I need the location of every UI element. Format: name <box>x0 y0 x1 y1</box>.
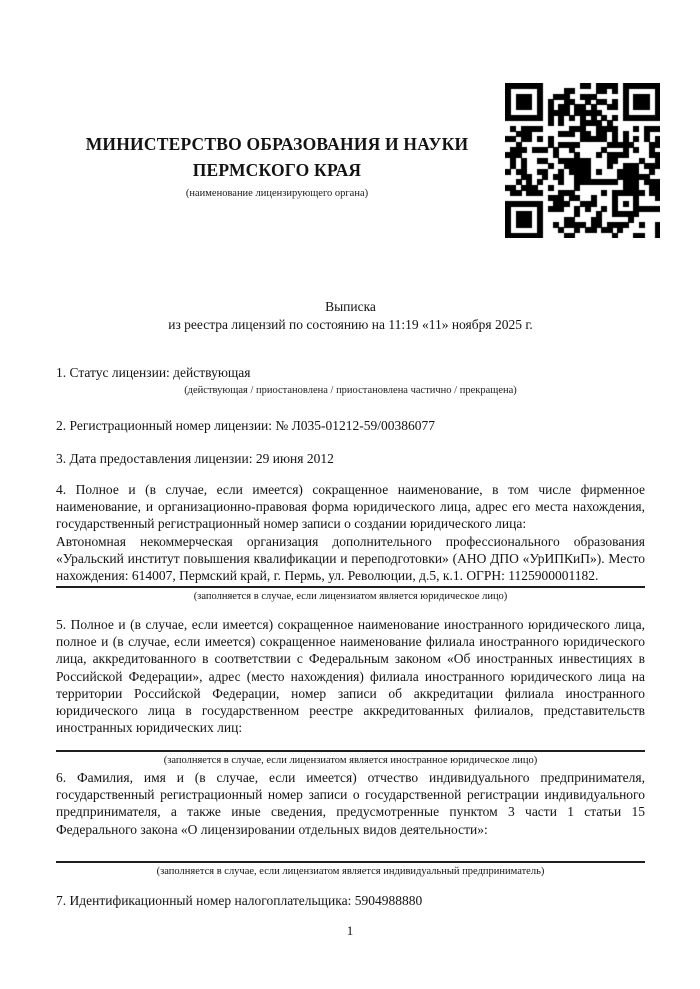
field-foreign-entity-text: 5. Полное и (в случае, если имеется) сокращенное наименование иностранного юридического лица, полное и (в случае, если имеется) сокращенное наименование филиала иностранного юридического лица, аккредитованного в соответствии с Федеральным законом «Об иностранных инвестициях в Российской Федерации», адрес (место нахождения) филиала иностранного юридического лица на территории Российской Федерации, номер записи об аккредитации филиала иностранного юридического лица в государственном реестре аккредитованных филиалов, представительств иностранных юридических лиц: <box>56 617 645 736</box>
qr-code <box>505 83 660 238</box>
field-taxpayer-id-text: 7. Идентификационный номер налогоплательщика: 5904988880 <box>56 893 423 908</box>
page-number: 1 <box>346 923 354 938</box>
blank-fill-area <box>56 838 645 859</box>
blank-fill-area <box>56 736 645 748</box>
field-legal-entity-value: Автономная некоммерческая организация дополнительного профессионального образования «Уральский институт повышения квалификации и переподготовки» (АНО ДПО «УрИПКиП»). Место нахождения: 614007, Пермский край, г. Пермь, ул. Революции, д.5, к.1. ОГРН: 1125900001182. <box>56 533 645 584</box>
document-title <box>56 298 645 334</box>
document-title-line2: из реестра лицензий по состоянию на 11:19 «11» ноября 2025 г. <box>168 317 533 332</box>
field-legal-entity <box>56 481 645 604</box>
ministry-name-line2: ПЕРМСКОГО КРАЯ <box>192 160 362 180</box>
field-individual-entrepreneur-rule-caption: (заполняется в случае, если лицензиатом является индивидуальный предприниматель) <box>156 865 545 877</box>
field-grant-date <box>56 450 645 467</box>
field-license-status-text: 1. Статус лицензии: действующая <box>56 365 251 380</box>
field-grant-date-text: 3. Дата предоставления лицензии: 29 июня 2012 <box>56 451 334 466</box>
field-individual-entrepreneur <box>56 769 645 879</box>
field-foreign-entity <box>56 616 645 768</box>
field-foreign-entity-rule-caption: (заполняется в случае, если лицензиатом является иностранное юридическое лицо) <box>163 755 538 767</box>
field-legal-entity-text: 4. Полное и (в случае, если имеется) сокращенное наименование, в том числе фирменное наименование, и организационно-правовая форма юридического лица, адрес его места нахождения, государственный регистрационный номер записи о создании юридического лица: <box>56 482 645 532</box>
licensing-authority-header <box>52 131 502 200</box>
authority-caption: (наименование лицензирующего органа) <box>185 188 369 199</box>
fill-in-rule <box>56 861 645 863</box>
field-license-status-caption: (действующая / приостановлена / приостановлена частично / прекращена) <box>184 385 517 397</box>
field-registration-number-text: 2. Регистрационный номер лицензии: № Л035-01212-59/00386077 <box>56 418 436 433</box>
fill-in-rule <box>56 750 645 752</box>
field-taxpayer-id <box>56 892 645 909</box>
ministry-name-line1: МИНИСТЕРСТВО ОБРАЗОВАНИЯ И НАУКИ <box>85 134 469 154</box>
field-legal-entity-rule-caption: (заполняется в случае, если лицензиатом является юридическое лицо) <box>193 591 508 603</box>
field-registration-number <box>56 417 645 434</box>
document-title-line1: Выписка <box>325 299 376 314</box>
fill-in-rule <box>56 586 645 588</box>
field-license-status <box>56 364 645 397</box>
field-individual-entrepreneur-text: 6. Фамилия, имя и (в случае, если имеется) отчество индивидуального предпринимателя, государственный регистрационный номер записи о государственной регистрации индивидуального предпринимателя, а также иные сведения, предусмотренные пунктом 3 части 1 статьи 15 Федерального закона «О лицензировании отдельных видов деятельности»: <box>56 770 645 837</box>
